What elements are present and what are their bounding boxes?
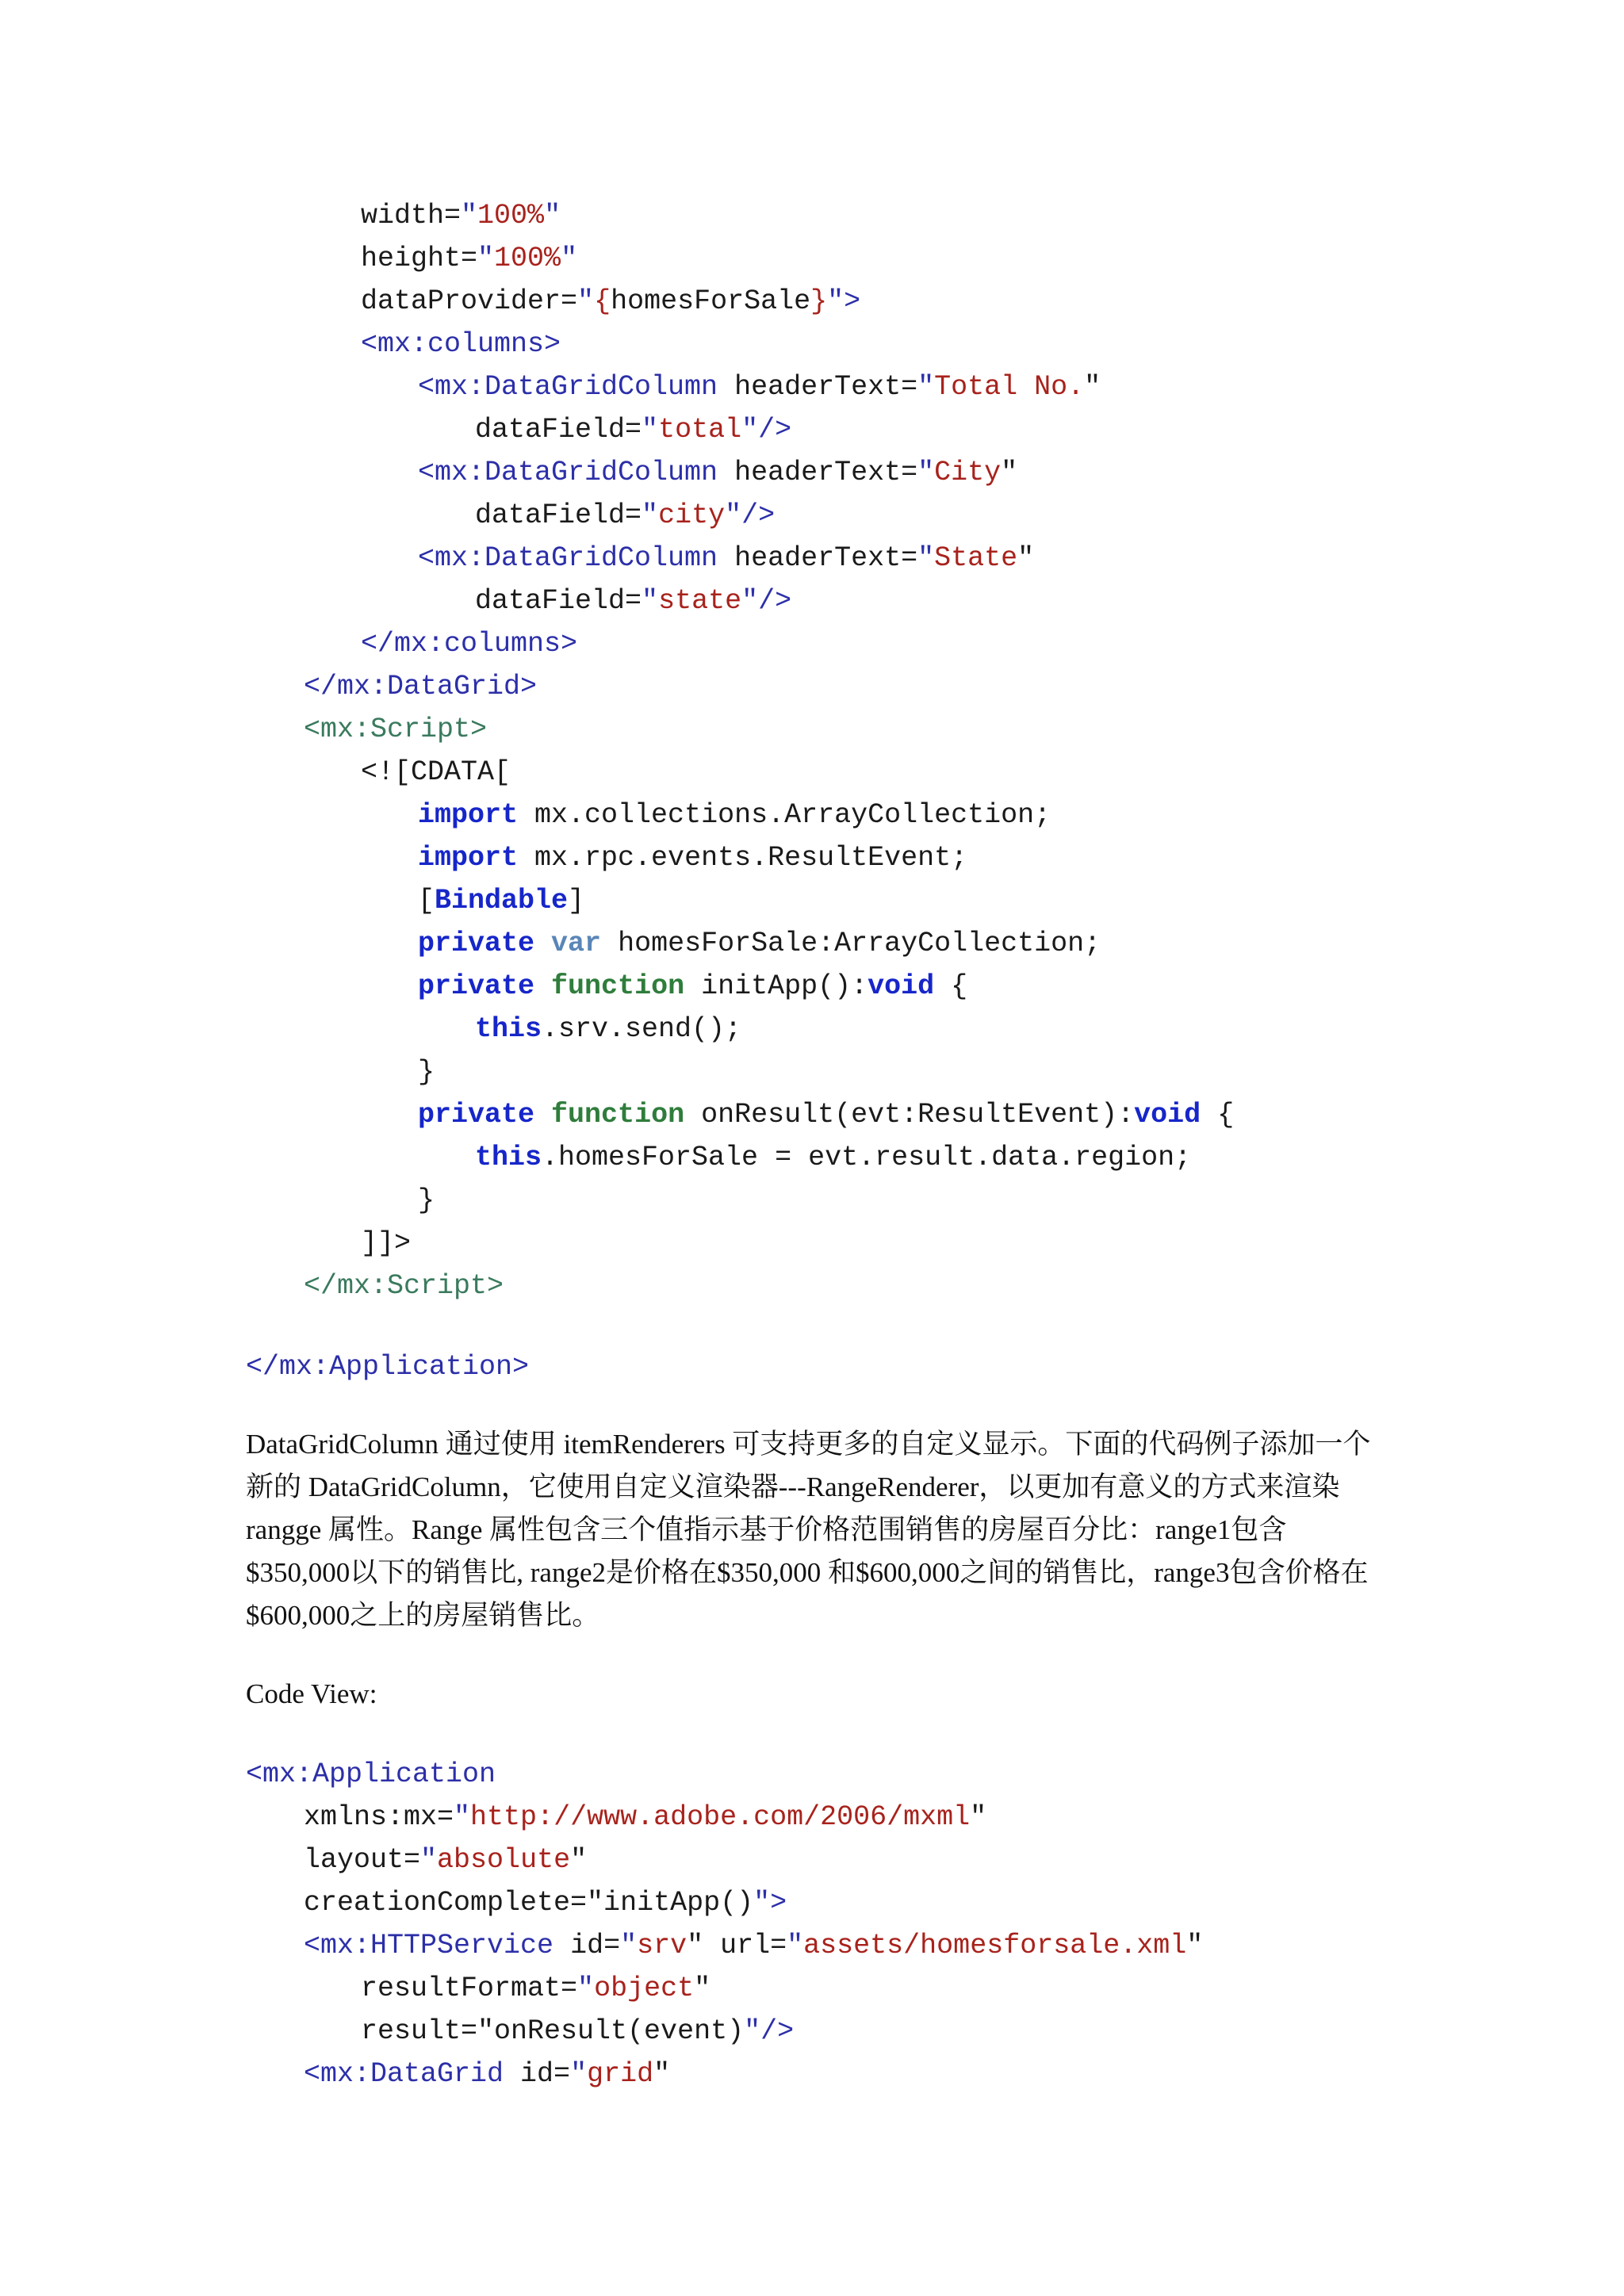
code-view-label: Code View: — [246, 1678, 377, 1709]
body-paragraph: DataGridColumn 通过使用 itemRenderers 可支持更多的自定义显示。下面的代码例子添加一个新的 DataGridColumn，它使用自定义渲染器---RangeRenderer，以更加有意义的方式来渲染 rangge 属性。Range 属性包含三个值指示基于价格范围销售的房屋百分比：range1包含$350,000以下的销售比, range2是价格在$350,000 和$600,000之间的销售比，range3包含价格在$600,000之上的房屋销售比。 — [246, 1429, 1371, 1631]
code-line: </mx:Script> — [304, 1270, 504, 1302]
code-line: result="onResult(event)"/> — [361, 2015, 795, 2047]
code-line: <mx:DataGridColumn headerText="Total No." — [418, 371, 1101, 403]
code-line: this.homesForSale = evt.result.data.region; — [475, 1142, 1192, 1173]
code-line: dataField="state"/> — [475, 585, 792, 617]
code-line: width="100%" — [361, 200, 561, 232]
code-line: xmlns:mx="http://www.adobe.com/2006/mxml" — [304, 1801, 987, 1833]
code-line: <mx:Script> — [304, 714, 488, 745]
code-line: private function onResult(evt:ResultEvent):void { — [418, 1099, 1235, 1131]
code-line: </mx:Application> — [246, 1351, 530, 1383]
code-line: import mx.collections.ArrayCollection; — [418, 799, 1051, 831]
code-line: <mx:DataGridColumn headerText="State" — [418, 542, 1035, 574]
code-line: resultFormat="object" — [361, 1973, 711, 2004]
code-line: <![CDATA[ — [361, 756, 511, 788]
code-line: ]]> — [361, 1227, 412, 1259]
code-line: height="100%" — [361, 243, 578, 274]
code-line: import mx.rpc.events.ResultEvent; — [418, 842, 968, 874]
code-line: private function initApp():void { — [418, 970, 968, 1002]
code-line: dataField="city"/> — [475, 499, 776, 531]
code-line: [Bindable] — [418, 885, 585, 916]
code-line: </mx:DataGrid> — [304, 671, 538, 702]
code-line: } — [418, 1184, 435, 1216]
code-line: creationComplete="initApp()"> — [304, 1887, 787, 1919]
code-line: </mx:columns> — [361, 628, 578, 660]
code-line: <mx:HTTPService id="srv" url="assets/homesforsale.xml" — [304, 1930, 1204, 1961]
code-line: dataField="total"/> — [475, 414, 792, 446]
code-line: layout="absolute" — [304, 1844, 588, 1876]
code-line: dataProvider="{homesForSale}"> — [361, 285, 861, 317]
code-line: <mx:DataGrid id="grid" — [304, 2058, 671, 2090]
code-line: <mx:Application — [246, 1758, 496, 1790]
code-line: <mx:DataGridColumn headerText="City" — [418, 457, 1018, 488]
code-line: } — [418, 1056, 435, 1088]
code-line: this.srv.send(); — [475, 1013, 742, 1045]
code-line: <mx:columns> — [361, 328, 561, 360]
code-line: private var homesForSale:ArrayCollection; — [418, 928, 1101, 959]
